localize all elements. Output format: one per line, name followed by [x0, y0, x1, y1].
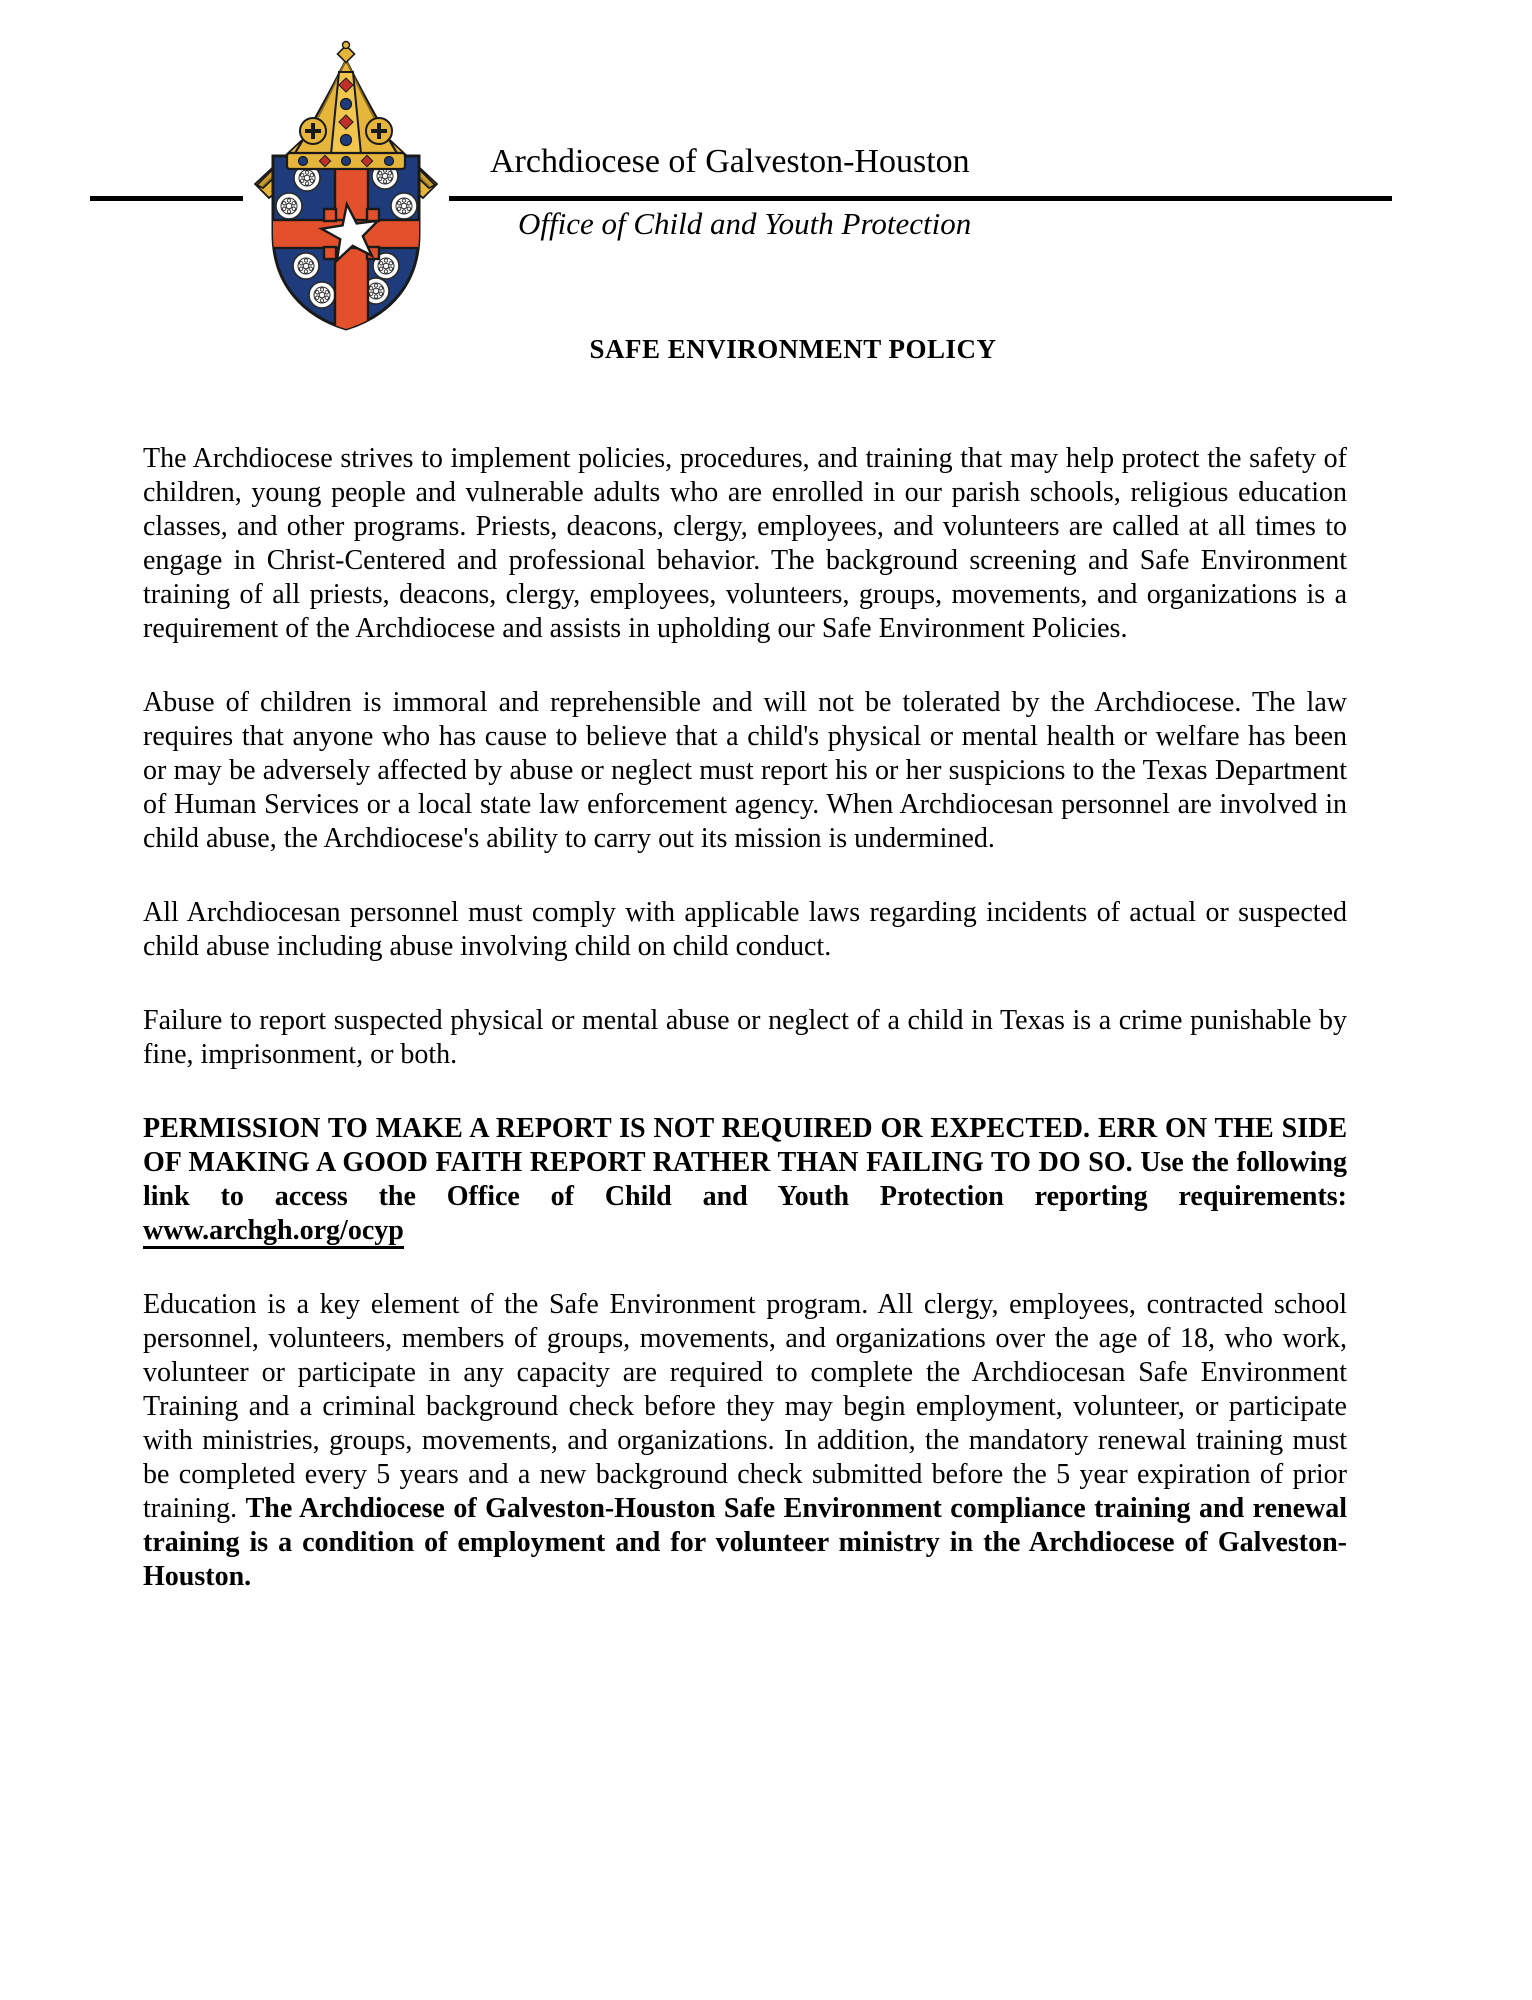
document-title: SAFE ENVIRONMENT POLICY	[589, 334, 997, 364]
paragraph-compliance-laws: All Archdiocesan personnel must comply with applicable laws regarding incidents of actual or suspected child abuse including abuse involving child on child conduct.	[143, 897, 1347, 962]
paragraph-permission-notice: PERMISSION TO MAKE A REPORT IS NOT REQUIRED OR EXPECTED. ERR ON THE SIDE OF MAKING A GOOD FAITH REPORT RATHER THAN FAILING TO DO SO. Use the following link to access the Office of Child and Youth Protection reporting requirements: www.archgh.org/ocyp	[143, 1112, 1347, 1248]
paragraph-education: Education is a key element of the Safe Environment program. All clergy, employees, contracted school personnel, volunteers, members of groups, movements, and organizations over the age of 18, who work, volunteer or participate in any capacity are required to complete the Archdiocesan Safe Environment Training and a criminal background check before they may begin employment, volunteer, or participate with ministries, groups, movements, and organizations. In addition, the mandatory renewal training must be completed every 5 years and a new background check submitted before the 5 year expiration of prior training. The Archdiocese of Galveston-Houston Safe Environment compliance training and renewal training is a condition of employment and for volunteer ministry in the Archdiocese of Galveston-Houston.	[143, 1289, 1347, 1592]
ocyp-link[interactable]: www.archgh.org/ocyp	[143, 1215, 404, 1249]
paragraph-failure-to-report: Failure to report suspected physical or mental abuse or neglect of a child in Texas is a crime punishable by fine, imprisonment, or both.	[143, 1005, 1347, 1070]
paragraph-intro: The Archdiocese strives to implement policies, procedures, and training that may help protect the safety of children, young people and vulnerable adults who are enrolled in our parish schools, religious education classes, and other programs. Priests, deacons, clergy, employees, and volunteers are called at all times to engage in Christ-Centered and professional behavior. The background screening and Safe Environment training of all priests, deacons, clergy, employees, volunteers, groups, movements, and organizations is a requirement of the Archdiocese and assists in upholding our Safe Environment Policies.	[143, 443, 1347, 644]
office-name: Office of Child and Youth Protection	[518, 206, 972, 241]
education-bold-run: The Archdiocese of Galveston-Houston Safe Environment compliance training and renewal training is a condition of employment and for volunteer ministry in the Archdiocese of Galveston-Houston.	[143, 1493, 1347, 1592]
document-body	[143, 0, 1347, 1634]
paragraph-abuse-policy: Abuse of children is immoral and reprehensible and will not be tolerated by the Archdiocese. The law requires that anyone who has cause to believe that a child's physical or mental health or welfare has been or may be adversely affected by abuse or neglect must report his or her suspicions to the Texas Department of Human Services or a local state law enforcement agency. When Archdiocesan personnel are involved in child abuse, the Archdiocese's ability to carry out its mission is undermined.	[143, 687, 1347, 854]
org-name: Archdiocese of Galveston-Houston	[490, 143, 970, 180]
